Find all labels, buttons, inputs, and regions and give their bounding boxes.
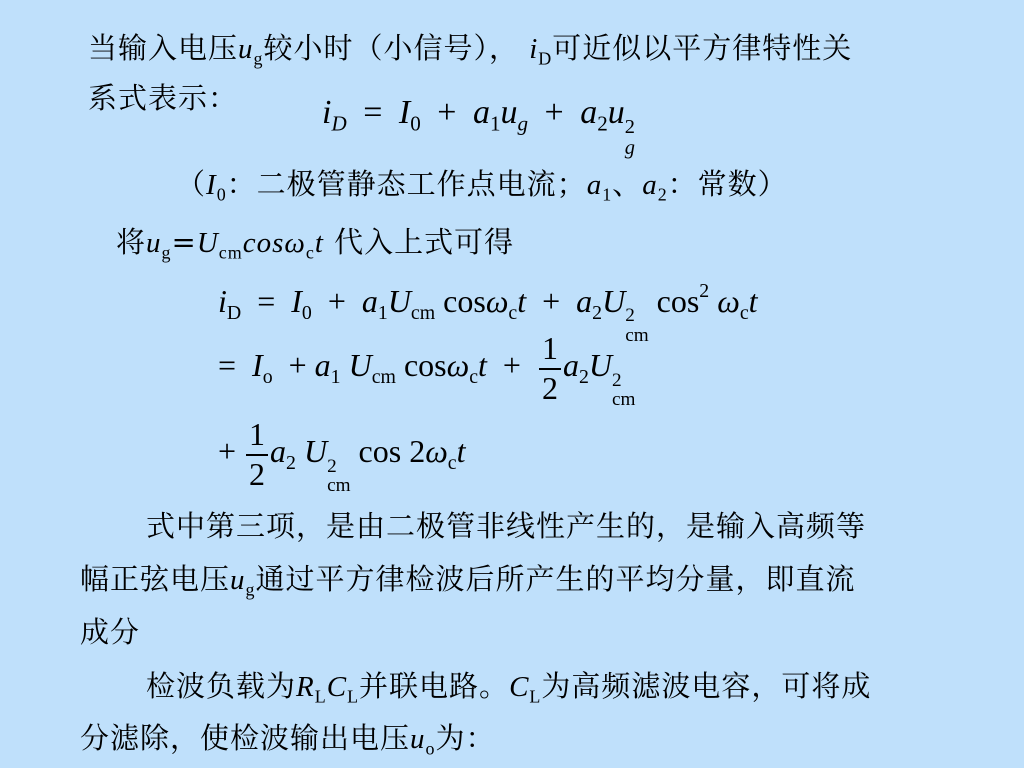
eq1-a1-sub: 1 [489,111,501,136]
equation-4 [218,418,465,495]
eq4-a2: a [270,432,287,469]
eq4-U-sup: 2 [327,455,337,477]
paragraph-2-line-2 [80,721,496,759]
eq3-a2: a [562,346,579,383]
eq1-I: I [398,94,411,131]
eq3-I: I [252,346,263,383]
eq2-omega-1: ω [485,282,509,319]
eq1-i-sub: D [331,111,347,136]
para2-u-sub: o [425,738,436,759]
subst-U: U [196,227,219,259]
eq4-omega-sub: c [447,451,457,474]
eq4-plus: + [218,432,237,469]
intro-line-1 [88,31,853,69]
eq3-U1-sub: cm [371,365,396,388]
eq2-I: I [291,282,302,319]
eq4-U-sub: cm [327,474,351,496]
subst-pre: 将 [116,225,147,259]
note-I: I [206,169,217,201]
eq2-cos-2-sup: 2 [699,280,710,302]
eq3-a2-sub: 2 [578,365,589,388]
eq1-equals: = [363,94,383,131]
eq3-equals: = [218,346,237,383]
subst-U-sub: cm [218,242,243,263]
para2-C: C [326,671,348,703]
eq2-a1: a [361,282,378,319]
eq2-a2: a [576,282,593,319]
para2-line2-a: 分滤除，使检波输出电压 [80,721,411,755]
eq3-I-sub: o [262,365,273,388]
note-I-sub: 0 [216,184,227,205]
eq3-a1-sub: 1 [330,365,341,388]
note-a1: a [586,169,603,201]
subst-omega: ω [284,227,306,259]
eq1-a2: a [580,94,598,131]
eq3-U1: U [348,346,372,383]
eq1-u1-sub: g [517,111,529,136]
eq2-i-sub: D [226,301,242,324]
var-i: i [529,33,539,65]
eq1-u2-sub: g [624,136,635,159]
eq4-t: t [456,432,466,469]
eq2-U1-sub: cm [410,301,436,324]
para2-R: R [296,671,315,703]
para2-line2-b: 为： [435,721,496,755]
intro-text-a: 当输入电压 [88,31,239,65]
para2-line1-a: 检波负载为 [146,669,297,703]
para1-line1: 式中第三项，是由二极管非线性产生的，是输入高频等 [146,509,867,543]
var-u: u [238,33,254,65]
eq2-plus-1: + [327,282,346,319]
eq2-omega-2-sub: c [739,301,749,324]
eq1-u2-sup: 2 [624,116,635,139]
para2-line1-c: 为高频滤波电容，可将成 [541,669,872,703]
eq1-I-sub: 0 [410,111,421,136]
para2-u: u [410,723,426,755]
note-end: ：常数） [667,167,788,201]
eq2-U2-sup: 2 [625,305,635,327]
eq2-omega-2: ω [717,282,740,319]
eq4-two: 2 [409,432,426,469]
eq2-i: i [218,282,227,319]
para2-C2-sub: L [529,686,542,707]
eq1-u2: u [607,94,625,131]
eq3-U2-supsub [612,371,635,409]
eq1-i: i [322,94,332,131]
eq3-omega: ω [446,346,470,383]
para1-line2-a: 幅正弦电压 [80,562,231,596]
note-a2-sub: 2 [657,184,668,205]
para2-line1-b: 并联电路。 [359,669,510,703]
eq4-frac-num: 1 [246,418,268,456]
substitution-line [116,225,515,263]
note-sep: 、 [612,167,643,201]
eq3-t: t [478,346,487,383]
subst-omega-sub: c [305,242,315,263]
eq1-u1: u [500,94,518,131]
eq3-a1: a [314,346,331,383]
subst-u: u [146,227,162,259]
para2-C-sub: L [347,686,360,707]
eq1-a2-sub: 2 [597,111,608,136]
eq2-t-1: t [517,282,527,319]
subst-post: 代入上式可得 [323,225,515,259]
eq2-cos-1: cos [443,282,486,319]
eq2-cos-2: cos [656,282,700,319]
equation-1 [322,96,635,158]
eq3-U2-sub: cm [611,388,636,410]
subst-cos: cos [242,227,285,259]
eq3-U2: U [588,346,612,383]
eq2-U2-sub: cm [625,324,649,346]
eq4-fraction [246,418,268,491]
eq2-a2-sub: 2 [592,301,603,324]
eq2-a1-sub: 1 [377,301,388,324]
paragraph-1-line-3 [80,615,141,649]
para1-u-sub: g [245,579,256,600]
eq2-equals: = [257,282,276,319]
eq3-frac-num: 1 [539,332,561,370]
paragraph-1-line-2 [80,562,856,600]
eq3-cos: cos [403,346,447,383]
eq2-omega-1-sub: c [508,301,518,324]
eq1-u2-supsub [625,117,635,158]
para2-C2: C [509,671,530,703]
intro-line-2 [88,81,239,115]
eq3-frac-den: 2 [541,369,558,406]
eq3-fraction [539,332,561,405]
subst-t: t [314,227,324,259]
eq4-U: U [303,432,328,469]
subst-u-sub: g [161,242,172,263]
paragraph-1-line-1 [146,509,867,543]
eq3-plus-1: + [288,346,307,383]
eq2-U2: U [602,282,626,319]
note-a2: a [642,169,658,201]
para1-line2-b: 通过平方律检波后所产生的平均分量，即直流 [255,562,856,596]
eq3-omega-sub: c [469,365,478,388]
intro-text-line2: 系式表示： [88,81,239,115]
eq2-t-2: t [748,282,758,319]
eq4-frac-den: 2 [249,455,266,492]
note-a1-sub: 1 [602,184,613,205]
note-mid: ：二极管静态工作点电流； [226,167,587,201]
paragraph-2-line-1 [146,669,872,707]
constants-note [176,167,788,205]
eq3-U2-sup: 2 [611,369,622,391]
para1-u: u [230,564,246,596]
subst-equals: = [171,225,197,259]
note-open: （ [176,167,207,201]
para2-R-sub: L [314,686,327,707]
para1-line3: 成分 [80,615,141,649]
eq2-U1: U [387,282,411,319]
intro-text-c: 可近似以平方律特性关 [552,31,853,65]
var-u-sub: g [253,48,264,69]
eq4-a2-sub: 2 [286,451,296,474]
equation-3 [218,332,635,409]
eq4-U-supsub [327,457,350,495]
eq2-I-sub: 0 [301,301,312,324]
eq4-omega: ω [425,432,448,469]
eq3-plus-2: + [502,346,521,383]
var-i-sub: D [538,48,553,69]
eq4-cos: cos [358,432,402,469]
eq1-plus-2: + [544,94,564,131]
eq1-plus-1: + [437,94,457,131]
intro-text-b: 较小时（小信号）， [263,31,520,65]
eq2-plus-2: + [542,282,561,319]
eq1-a1: a [472,94,490,131]
